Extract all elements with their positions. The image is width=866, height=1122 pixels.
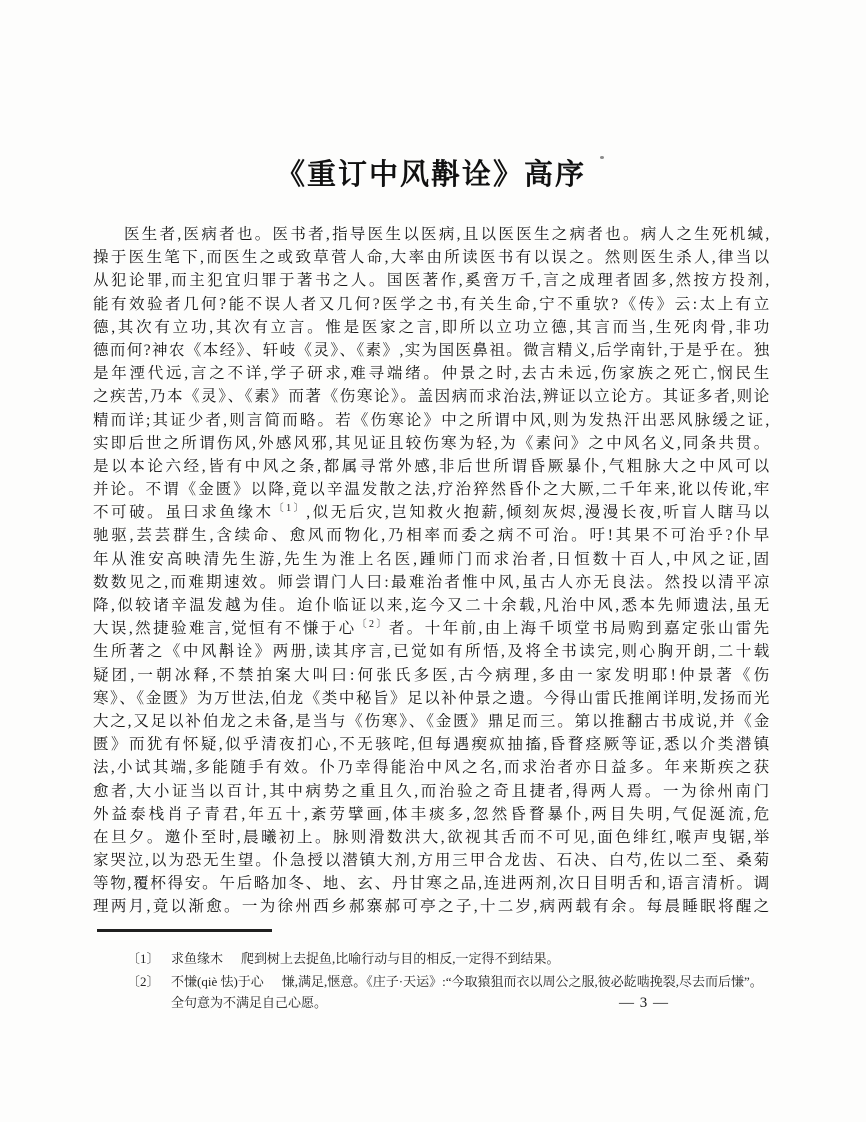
footnote-marker: 〔1〕 [127,950,160,966]
body-text-line: 从犯论罪,而主犯宜归罪于著书之人。国医著作,奚啻万千,言之成理者固多,然按方投剂, [93,272,769,290]
body-text-line: 精而详;其证少者,则言简而略。若《伤寒论》中之所谓中风,则为发热汗出恶风脉缓之证, [93,411,769,429]
body-text-line: 是年湮代远,言之不详,学子研求,难寻端绪。仲景之时,去古未远,伤家族之死亡,悯民生 [93,365,769,383]
footnote-body [171,948,763,969]
footnote-item-1 [127,948,763,969]
body-text-line: 理两月,竟以渐愈。一为徐州西乡郝寨郝可亭之子,十二岁,病两载有余。每晨睡眠将醒之 [93,898,769,916]
body-text-line: 降,似较诸辛温发越为佳。迨仆临证以来,迄今又二十余载,凡治中风,悉本先师遗法,虽无 [93,597,769,614]
body-text-line: 家哭泣,以为恐无生望。仆急授以潜镇大剂,方用三甲合龙齿、石决、白芍,佐以二至、桑菊 [93,852,769,870]
body-text-line: 大之,又足以补伯龙之未备,是当与《伤寒》、《金匮》鼎足而三。第以推翻古书成说,并《金 [93,712,769,730]
body-text-line: 医生者,医病者也。医书者,指导医生以医病,且以医医生之病者也。病人之生死机缄, [124,226,769,243]
body-text-line: 是以本论六经,皆有中风之条,都属寻常外感,非后世所谓昏厥暴仆,气粗脉大之中风可以 [93,457,769,475]
body-text-line: 疑团,一朝冰释,不禁拍案大叫曰:何张氏多医,古今病理,多由一家发明耶!仲景著《伤 [93,666,769,684]
body-text-line: 愈者,大小证当以百计,其中病势之重且久,而治验之奇且捷者,得两人焉。一为徐州南门 [93,782,769,800]
page-title: 《重订中风斠诠》高序 [275,159,586,191]
footnote-marker: 〔2〕 [127,973,160,989]
footnote-term: 不慊(qiè 怯)于心 [171,973,264,989]
body-text-line: 驰驱,芸芸群生,含续命、愈风而物化,乃相率而委之病不可治。吁!其果不可治乎?仆早 [93,527,769,545]
body-text-line: 等物,覆杯得安。午后略加冬、地、玄、丹甘寒之品,连进两剂,次日目明舌和,语言清析。调 [93,875,769,893]
body-text-line: 能有效验者几何?能不误人者又几何?医学之书,有关生命,宁不重欤?《传》云:太上有立 [93,295,769,313]
body-text-line: 实即后世之所谓伤风,外感风邪,其见证且较伤寒为轻,为《素问》之中风名义,同条共贯。 [93,434,769,452]
footnote-separator-rule [97,929,272,932]
footnote-term: 求鱼缘木 [171,950,224,966]
body-text-line: 寒》、《金匮》为万世法,伯龙《类中秘旨》足以补仲景之遗。今得山雷氏推阐详明,发扬而光 [93,689,769,707]
body-text-line: 德,其次有立功,其次有立言。惟是医家之言,即所以立功立德,其言而当,生死肉骨,非功 [93,318,769,336]
body-text-line: 德而何?神农《本经》、轩岐《灵》、《素》,实为国医鼻祖。微言精义,后学南针,于是乎在。独 [93,341,769,359]
body-text-line: 匮》而犹有怀疑,似乎清夜扪心,不无骇咤,但每遇瘈疭抽搐,昏瞀痉厥等证,悉以介类潜镇 [93,736,769,754]
body-text-line: 大误,然捷验难言,觉恒有不慊于心$^{〔2〕}$者。十年前,由上海千顷堂书局购到嘉定张山雷先 [93,619,769,638]
body-text-line: 不可破。虽曰求鱼缘木$^{〔1〕}$,似无后灾,岂知救火抱薪,倾刻灰烬,漫漫长夜,听盲人瞎马以 [93,503,769,522]
body-text-line: 在旦夕。邀仆至时,晨曦初上。脉则滑数洪大,欲视其舌而不可见,面色绯红,喉声曳锯,举 [93,828,769,846]
footnote-text: 爬到树上去捉鱼,比喻行动与目的相反,一定得不到结果。 [241,950,560,966]
body-text-line: 外益泰栈肖子青君,年五十,紊劳擘画,体丰痰多,忽然昏瞀暴仆,两目失明,气促涎流,危 [93,805,769,823]
page-content [93,152,769,1015]
body-text-line: 并论。不谓《金匮》以降,竟以辛温发散之法,疗治猝然昏仆之大厥,二千年来,讹以传讹,牢 [93,481,769,499]
body-text [93,223,769,919]
body-text-line: 年从淮安高映清先生游,先生为淮上名医,踵师门而求治者,日恒数十百人,中风之证,固 [93,550,769,568]
body-text-line: 操于医生笔下,而医生之或致草菅人命,大率由所读医书有以误之。然则医生杀人,律当以 [93,249,769,267]
body-text-line: 生所著之《中风斠诠》两册,读其序言,已觉如有所悟,及将全书读完,则心胸开朗,二十载 [93,643,769,661]
body-text-line: 之疾苦,乃本《灵》、《素》而著《伤寒论》。盖因病而求治法,辨证以立论方。其证多者,则论 [93,388,769,406]
body-text-line: 数数见之,而难期速效。师尝谓门人曰:最难治者惟中风,虽古人亦无良法。然投以清平凉 [93,573,769,591]
page-number: — 3 — [619,995,669,1011]
body-text-line: 法,小试其端,多能随手有效。仆乃幸得能治中风之名,而求治者亦日益多。年来斯疾之获 [93,759,769,777]
footnote-text: 慊,满足,惬意。《庄子·天运》:“今取猿狙而衣以周公之服,彼必龁啮挽裂,尽去而后慊”。全句意为不满足自己心愿。 [171,973,763,1010]
